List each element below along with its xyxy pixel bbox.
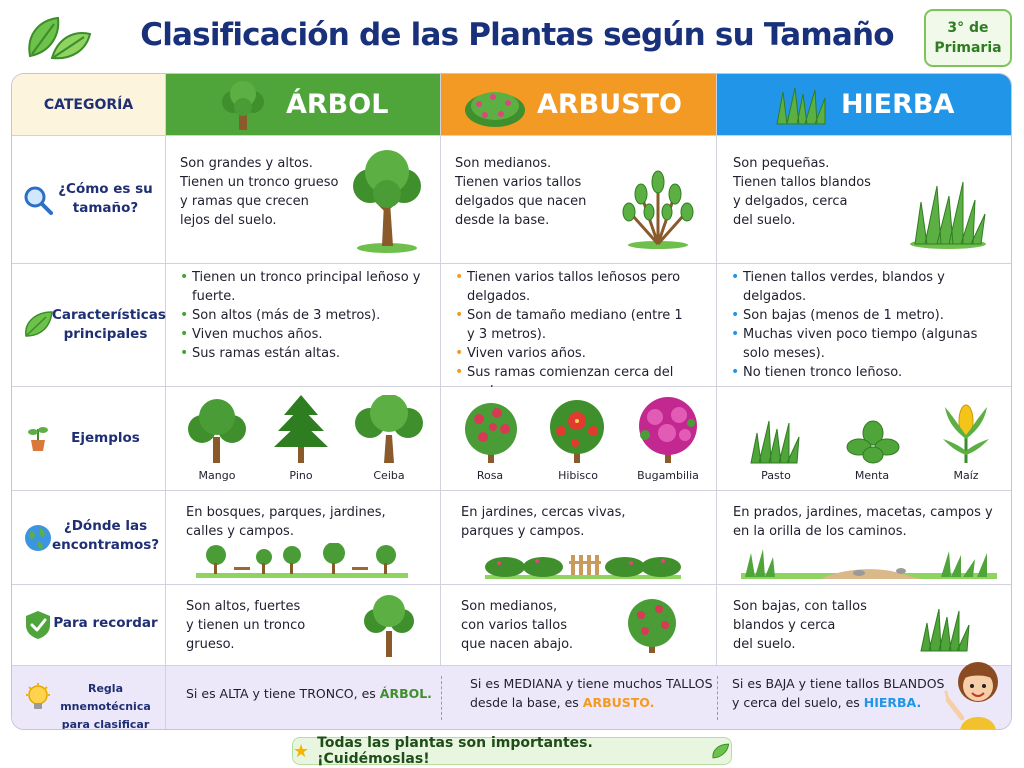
mnemonic-hierba-keyword: HIERBA. — [863, 695, 922, 710]
cell-examples-arbusto — [441, 387, 717, 491]
example-hierba-3: Maíz — [953, 469, 979, 482]
column-header-arbol — [166, 74, 441, 136]
magnifier-icon — [22, 184, 54, 216]
where-hierba-text: En prados, jardines, macetas, campos y en la orilla de los caminos. — [733, 505, 993, 539]
meadow-path-illustration — [741, 547, 997, 581]
row-label-features — [12, 264, 166, 387]
row-label-remember-text: Para recordar — [53, 615, 158, 631]
tree-icon — [218, 80, 268, 132]
size-hierba-line: Son pequeñas. — [733, 156, 830, 171]
rose-bush-icon — [459, 397, 523, 465]
potted-plant-icon — [22, 421, 54, 453]
size-arbol-line: Tienen un tronco grueso — [180, 175, 339, 190]
cell-size-arbusto — [441, 136, 717, 264]
features-arbusto-item: • Sus ramas comienzan cerca del — [455, 363, 685, 401]
cell-examples-arbol — [166, 387, 441, 491]
cell-where-hierba — [717, 491, 1012, 585]
bougainvillea-bush-icon — [633, 393, 703, 465]
mnemonic-rule-bar — [166, 666, 1012, 730]
leaves-logo-icon — [22, 12, 94, 64]
grass-icon — [773, 86, 829, 126]
size-arbusto-line: Son medianos. — [455, 156, 552, 171]
cell-remember-hierba — [717, 585, 1012, 666]
row-label-examples — [12, 387, 166, 491]
features-arbol-item: • Son altos (más de 3 metros). — [180, 306, 430, 325]
row-label-remember — [12, 585, 166, 666]
features-hierba-item: • Muchas viven poco tiempo (algunas solo meses). — [731, 325, 1003, 363]
size-arbusto-line: desde la base. — [455, 213, 550, 228]
row-label-where — [12, 491, 166, 585]
example-hierba-1: Pasto — [761, 469, 791, 482]
remember-arbusto-line: con varios tallos — [461, 618, 567, 633]
features-hierba-item: • Son bajas (menos de 1 metro). — [731, 306, 1003, 325]
grade-badge-line2: Primaria — [934, 40, 1002, 56]
where-arbusto-text: En jardines, cercas vivas, parques y campos. — [461, 505, 626, 539]
footer-banner — [292, 737, 732, 765]
features-arbusto-item: • Viven varios años. — [455, 344, 685, 363]
hibiscus-bush-icon — [545, 395, 609, 465]
features-arbusto-item: • Tienen varios tallos leñosos pero delgados. — [455, 268, 685, 306]
category-header: CATEGORÍA — [12, 74, 166, 136]
cell-features-arbol — [166, 264, 441, 387]
features-hierba-item: • No tienen tronco leñoso. — [731, 363, 1003, 382]
example-arbusto-3: Bugambilia — [637, 469, 699, 482]
mnemonic-divider — [441, 676, 442, 720]
mnemonic-arbol-keyword: ÁRBOL. — [379, 686, 432, 701]
star-icon: ★ — [293, 740, 310, 762]
shrub-illustration — [613, 160, 703, 250]
remember-arbol-line: Son altos, fuertes — [186, 599, 301, 614]
corn-plant-icon — [941, 399, 991, 465]
cell-size-arbol — [166, 136, 441, 264]
leaf-icon — [711, 742, 731, 760]
mnemonic-hierba-text: Si es BAJA y tiene tallos BLANDOS y cerca del suelo, es — [732, 676, 945, 710]
remember-arbusto-line: Son medianos, — [461, 599, 558, 614]
size-arbol-line: Son grandes y altos. — [180, 156, 313, 171]
mnemonic-divider — [717, 676, 718, 720]
page-header — [0, 0, 1024, 74]
remember-arbusto-line: que nacen abajo. — [461, 637, 573, 652]
features-arbol-item: • Sus ramas están altas. — [180, 344, 430, 363]
features-arbol-item: • Tienen un tronco principal leñoso y fuerte. — [180, 268, 430, 306]
column-header-arbusto — [441, 74, 717, 136]
remember-hierba-line: blandos y cerca — [733, 618, 836, 633]
row-label-examples-text: Ejemplos — [71, 430, 140, 446]
features-arbusto-item: • Son de tamaño mediano (entre 1 y 3 metros). — [455, 306, 685, 344]
size-arbusto-line: Tienen varios tallos — [455, 175, 582, 190]
column-header-hierba-label: HIERBA — [841, 89, 955, 120]
remember-arbol-line: y tienen un tronco — [186, 618, 306, 633]
cell-remember-arbusto — [441, 585, 717, 666]
grass-illustration — [917, 607, 975, 653]
mnemonic-arbol-text: Si es ALTA y tiene TRONCO, es — [186, 686, 380, 701]
size-hierba-line: Tienen tallos blandos — [733, 175, 871, 190]
globe-icon — [22, 522, 54, 554]
column-header-arbol-label: ÁRBOL — [286, 89, 389, 120]
features-arbol-item: • Viven muchos años. — [180, 325, 430, 344]
row-label-size — [12, 136, 166, 264]
cell-size-hierba — [717, 136, 1012, 264]
pasture-grass-icon — [747, 417, 803, 465]
cell-examples-hierba — [717, 387, 1012, 491]
size-arbusto-line: delgados que nacen — [455, 194, 587, 209]
shield-check-icon — [22, 609, 54, 641]
tree-illustration — [348, 146, 426, 254]
row-label-features-text: Características principales — [52, 307, 166, 342]
column-header-arbusto-label: ARBUSTO — [537, 89, 683, 120]
example-arbol-1: Mango — [198, 469, 236, 482]
cell-where-arbusto — [441, 491, 717, 585]
example-arbusto-1: Rosa — [476, 469, 504, 482]
example-arbusto-2: Hibisco — [558, 469, 598, 482]
row-label-where-text: ¿Dónde las encontramos? — [52, 518, 160, 553]
footer-text: Todas las plantas son importantes. ¡Cuidémoslas! — [317, 735, 593, 767]
column-header-hierba — [717, 74, 1012, 136]
cell-where-arbol — [166, 491, 441, 585]
remember-hierba-line: del suelo. — [733, 637, 796, 652]
where-arbol-text: En bosques, parques, jardines, calles y campos. — [186, 505, 386, 539]
grade-badge-line1: 3° de — [947, 20, 989, 36]
example-arbol-2: Pino — [289, 469, 313, 482]
ceiba-tree-icon — [352, 395, 426, 465]
row-label-mnemonic-text: Regla mnemotécnica para clasificar — [60, 682, 151, 730]
remember-arbol-line: grueso. — [186, 637, 235, 652]
classification-table — [11, 73, 1012, 730]
row-label-mnemonic — [12, 666, 166, 730]
example-hierba-2: Menta — [854, 469, 890, 482]
features-hierba-item: • Tienen tallos verdes, blandos y delgados. — [731, 268, 1003, 306]
size-hierba-line: del suelo. — [733, 213, 796, 228]
park-scene-illustration — [196, 543, 408, 579]
bush-illustration — [621, 595, 683, 655]
mint-plant-icon — [845, 419, 901, 465]
page-title: Clasificación de las Plantas según su Tamaño — [140, 17, 894, 53]
grade-badge — [924, 9, 1012, 67]
cell-features-hierba — [717, 264, 1012, 387]
remember-hierba-line: Son bajas, con tallos — [733, 599, 867, 614]
cell-remember-arbol — [166, 585, 441, 666]
tree-illustration — [362, 593, 416, 659]
row-label-size-text: ¿Cómo es su tamaño? — [58, 181, 153, 216]
size-arbol-line: y ramas que crecen — [180, 194, 309, 209]
size-arbol-line: lejos del suelo. — [180, 213, 277, 228]
mango-tree-icon — [182, 397, 252, 465]
bush-icon — [463, 84, 527, 128]
mnemonic-arbusto-text: Si es MEDIANA y tiene muchos TALLOS desde la base, es — [470, 676, 713, 710]
hedge-fence-illustration — [485, 549, 681, 579]
mnemonic-arbusto-keyword: ARBUSTO. — [582, 695, 655, 710]
cell-features-arbusto — [441, 264, 717, 387]
example-arbol-3: Ceiba — [373, 469, 405, 482]
pine-tree-icon — [268, 393, 334, 465]
size-hierba-line: y delgados, cerca — [733, 194, 848, 209]
girl-pointing-illustration — [938, 656, 1008, 730]
grass-illustration — [905, 180, 991, 250]
leaf-icon — [22, 308, 54, 340]
lightbulb-icon — [22, 682, 54, 714]
